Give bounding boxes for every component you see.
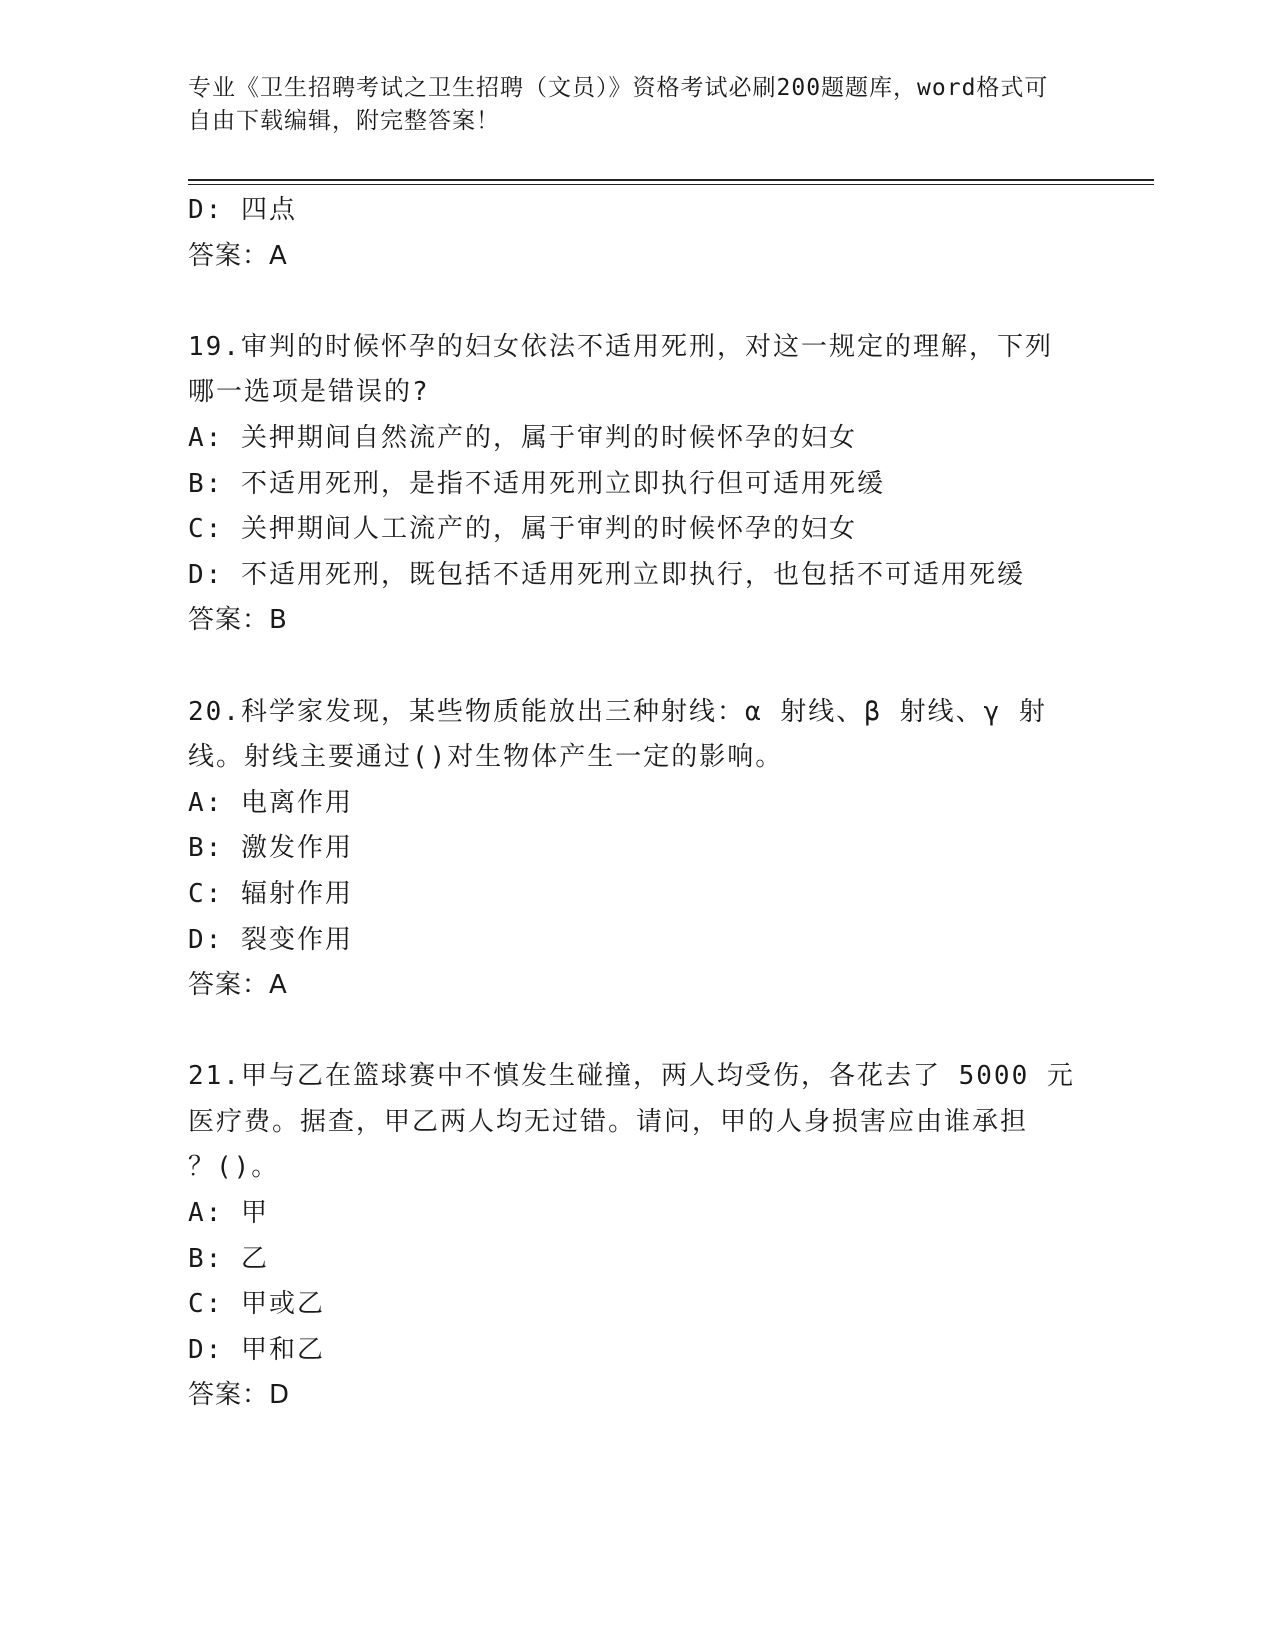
answer: 答案：B [188,605,288,636]
answer: 答案：A [188,970,288,1001]
question-stem: 20.科学家发现，某些物质能放出三种射线：α 射线、β 射线、γ 射 [188,696,1047,727]
option-a: A: 电离作用 [188,787,353,818]
option-c: C: 甲或乙 [188,1289,325,1320]
question-20 [188,690,1088,1009]
option-d: D: 不适用死刑，既包括不适用死刑立即执行，也包括不可适用死缓 [188,559,1025,590]
option-b: B: 不适用死刑，是指不适用死刑立即执行但可适用死缓 [188,468,885,499]
page-header: 专业《卫生招聘考试之卫生招聘（文员）》资格考试必刷200题题库，word格式可自由下载编辑，附完整答案！ [188,75,1049,134]
option-c: C: 辐射作用 [188,878,353,909]
option-c: C: 关押期间人工流产的，属于审判的时候怀孕的妇女 [188,514,857,545]
question-21 [188,1054,1088,1419]
option-a: A: 甲 [188,1198,269,1229]
option-b: B: 激发作用 [188,833,353,864]
prev-answer: 答案：A [188,240,288,271]
prev-option-d: D: 四点 [188,195,297,225]
question-stem: 哪一选项是错误的? [188,377,430,408]
question-stem: 19.审判的时候怀孕的妇女依法不适用死刑，对这一规定的理解，下列 [188,331,1053,362]
document-body [188,188,1088,1419]
answer: 答案：D [188,1380,291,1411]
question-stem: 医疗费。据查，甲乙两人均无过错。请问，甲的人身损害应由谁承担 [188,1106,1029,1137]
option-d: D: 甲和乙 [188,1334,325,1365]
option-d: D: 裂变作用 [188,924,353,955]
option-b: B: 乙 [188,1243,269,1274]
question-19 [188,325,1088,644]
question-stem: 线。射线主要通过()对生物体产生一定的影响。 [188,742,784,773]
header-rule-thick [188,179,1154,181]
question-stem: ？()。 [188,1152,280,1183]
option-a: A: 关押期间自然流产的，属于审判的时候怀孕的妇女 [188,422,857,453]
header-rule-thin [188,184,1154,185]
question-stem: 21.甲与乙在篮球赛中不慎发生碰撞，两人均受伤，各花去了 5000 元 [188,1061,1075,1092]
